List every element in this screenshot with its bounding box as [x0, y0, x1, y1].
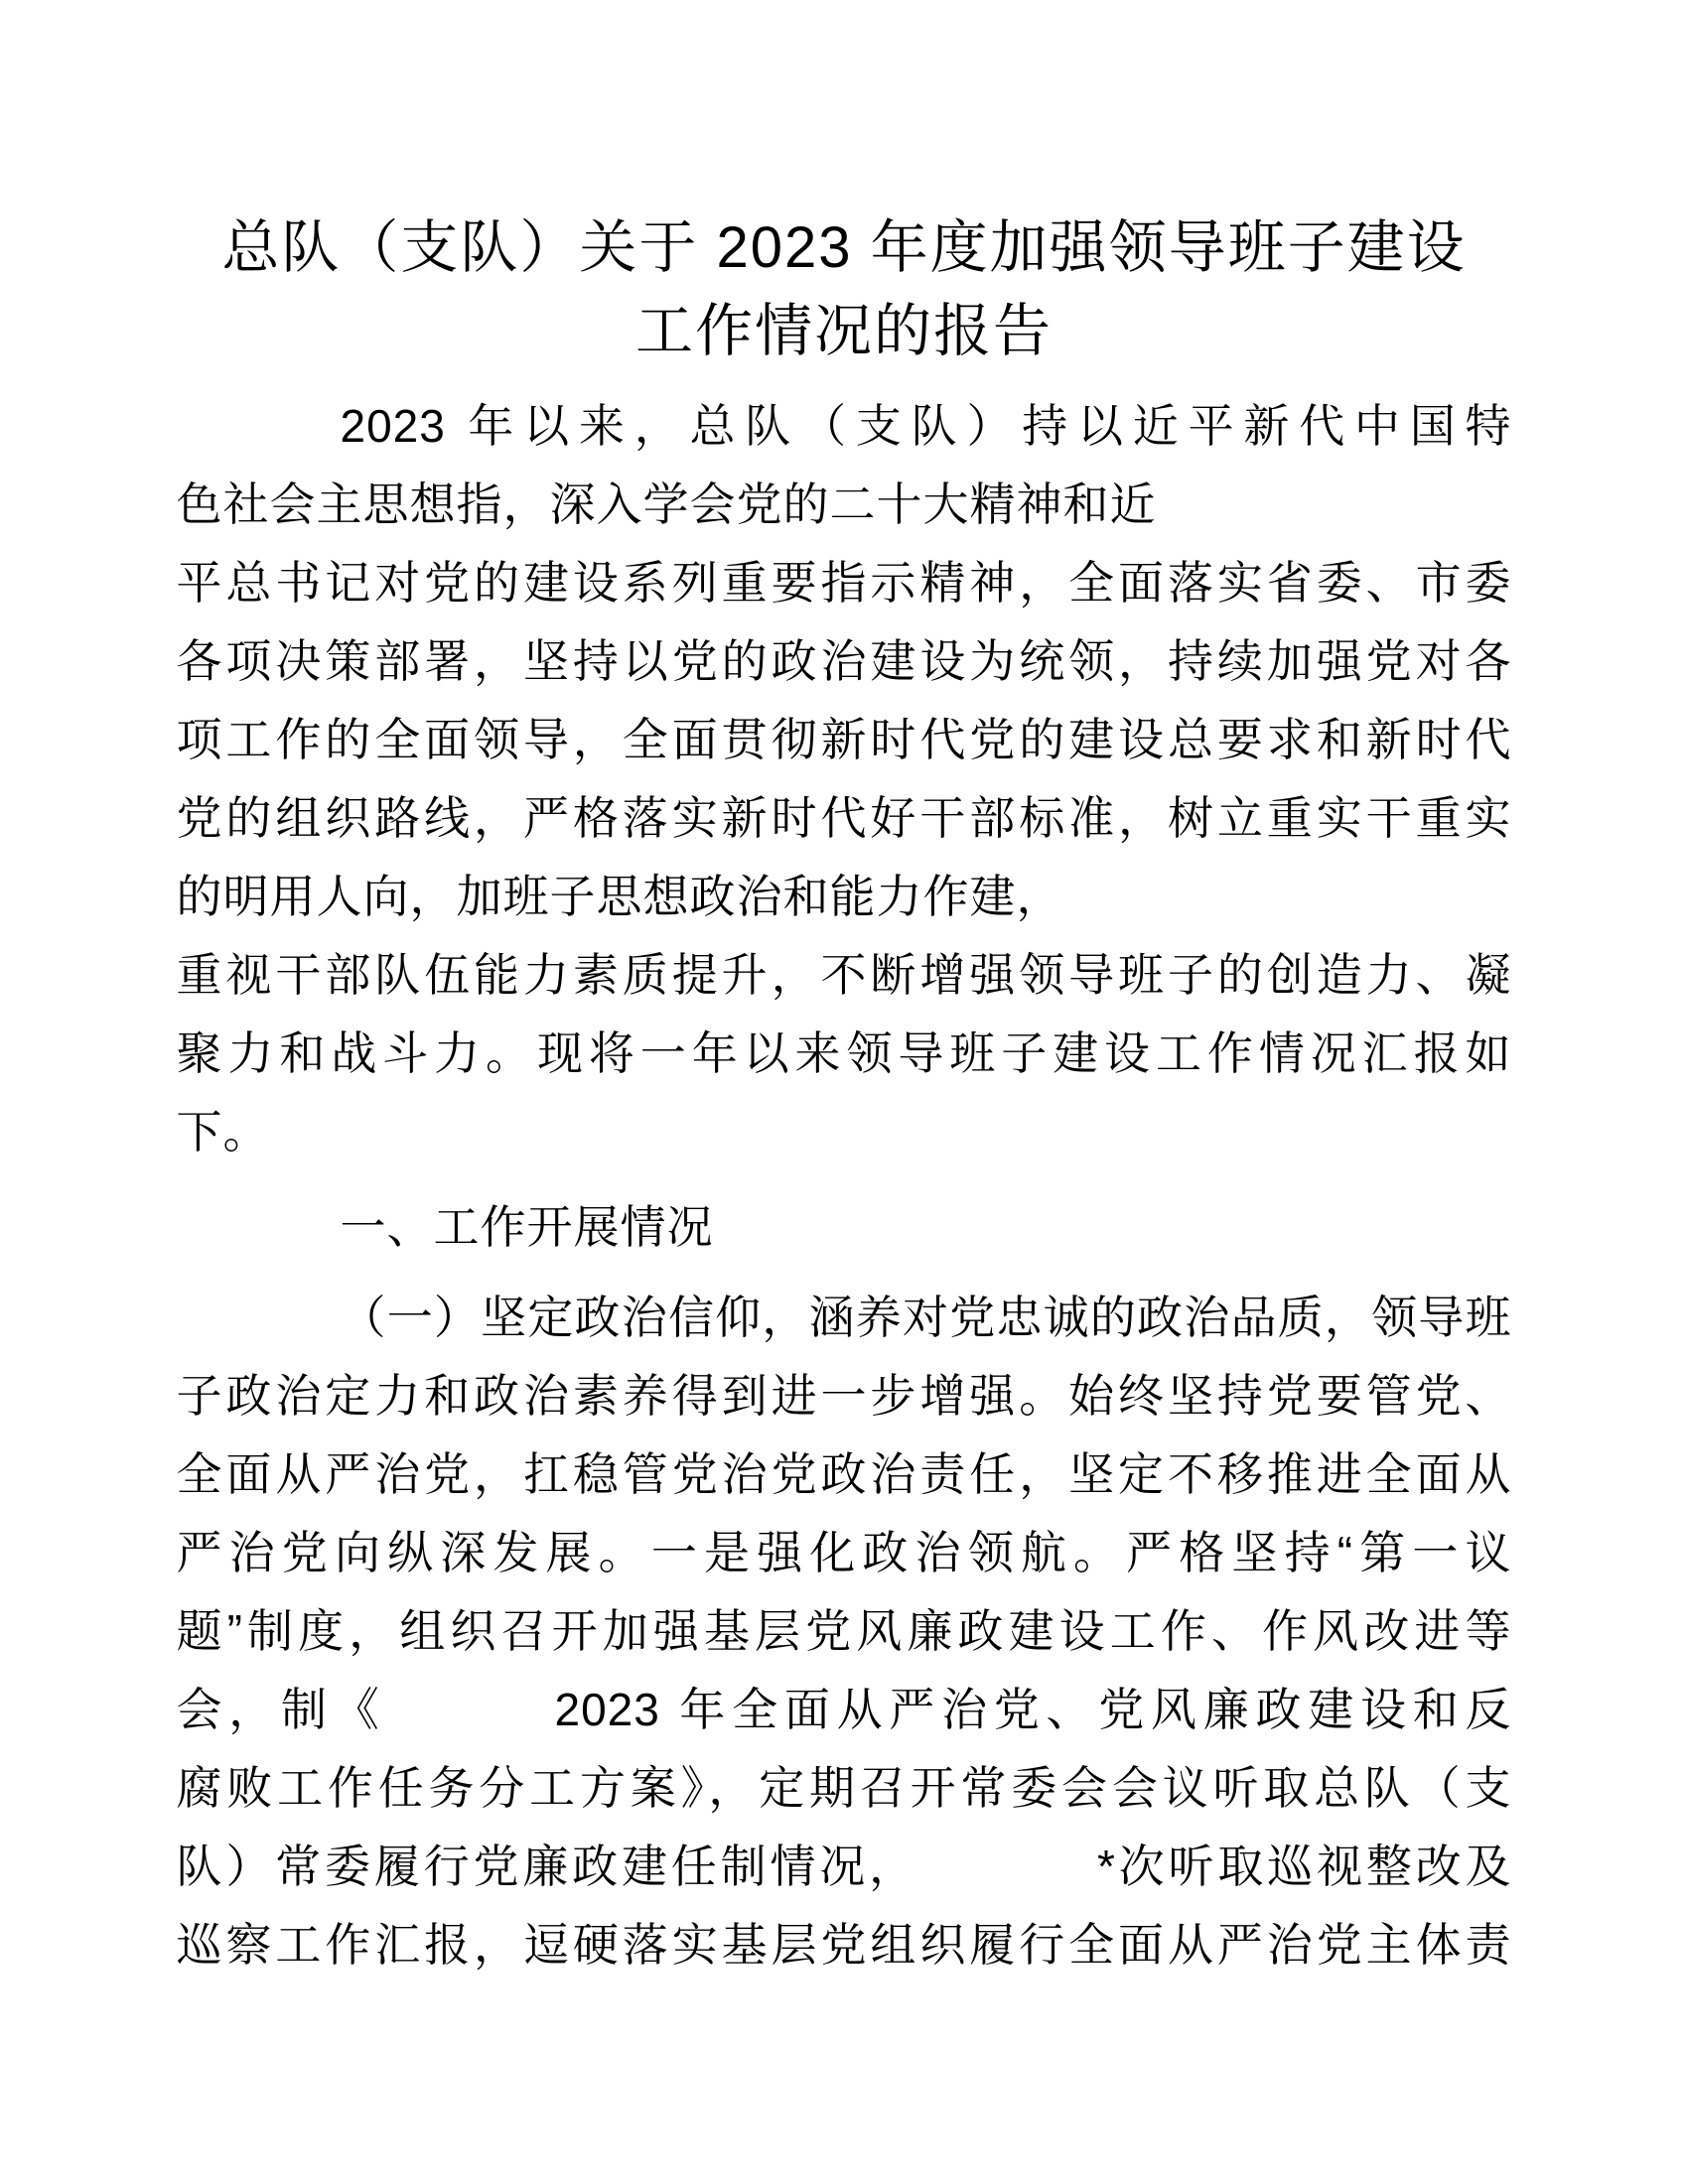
line-text-after-gap: 2023 年全面从严治党、党风廉政建设和反 [554, 1684, 1512, 1735]
line-text-after-gap: *次听取巡视整改及 [1096, 1841, 1512, 1892]
line-text-before-gap: 队）常委履行党廉政建任制情况， [176, 1841, 918, 1892]
paragraph-line: 腐败工作任务分工方案》，定期召开常委会会议听取总队（支 [176, 1762, 1512, 1814]
paragraph-line: 各项决策部署，坚持以党的政治建设为统领，持续加强党对各 [176, 635, 1512, 687]
paragraph-line: 全面从严治党，扛稳管党治党政治责任，坚定不移推进全面从 [176, 1448, 1512, 1500]
paragraph-line: 平总书记对党的建设系列重要指示精神，全面落实省委、市委 [176, 557, 1512, 609]
document-body [177, 387, 1512, 1984]
paragraph-line-with-redaction-gap [177, 1671, 1512, 1749]
paragraph-line: 党的组织路线，严格落实新时代好干部标准，树立重实干重实 [176, 792, 1512, 844]
paragraph-line: 2023 年以来，总队（支队）持以近平新代中国特 [340, 400, 1512, 452]
paragraph-line: 严治党向纵深发展。一是强化政治领航。严格坚持“第一议 [176, 1527, 1512, 1578]
paragraph-line: 巡察工作汇报，逗硬落实基层党组织履行全面从严治党主体责 [176, 1919, 1512, 1971]
paragraph-line-with-redaction-gap [177, 1828, 1512, 1906]
paragraph-line: （一）坚定政治信仰，涵养对党忠诚的政治品质，领导班 [340, 1292, 1512, 1343]
paragraph-line: 子政治定力和政治素养得到进一步增强。始终坚持党要管党、 [176, 1370, 1512, 1422]
section-heading: 一、工作开展情况 [340, 1201, 714, 1253]
line-text-before-gap: 会，制《 [176, 1684, 386, 1735]
paragraph-line: 的明用人向，加班子思想政治和能力作建， [176, 871, 1063, 922]
document-title [0, 0, 1688, 373]
title-line-1: 总队（支队）关于 2023 年度加强领导班子建设 [221, 215, 1467, 280]
paragraph-line: 色社会主思想指，深入学会党的二十大精神和近 [176, 478, 1157, 530]
title-line-2: 工作情况的报告 [634, 299, 1053, 363]
paragraph-line: 项工作的全面领导，全面贯彻新时代党的建设总要求和新时代 [176, 714, 1512, 765]
paragraph-line: 聚力和战斗力。现将一年以来领导班子建设工作情况汇报如 [176, 1027, 1512, 1079]
paragraph-line: 下。 [176, 1106, 270, 1158]
paragraph-line: 题”制度，组织召开加强基层党风廉政建设工作、作风改进等 [176, 1605, 1512, 1657]
paragraph-line: 重视干部队伍能力素质提升，不断增强领导班子的创造力、凝 [176, 949, 1512, 1001]
